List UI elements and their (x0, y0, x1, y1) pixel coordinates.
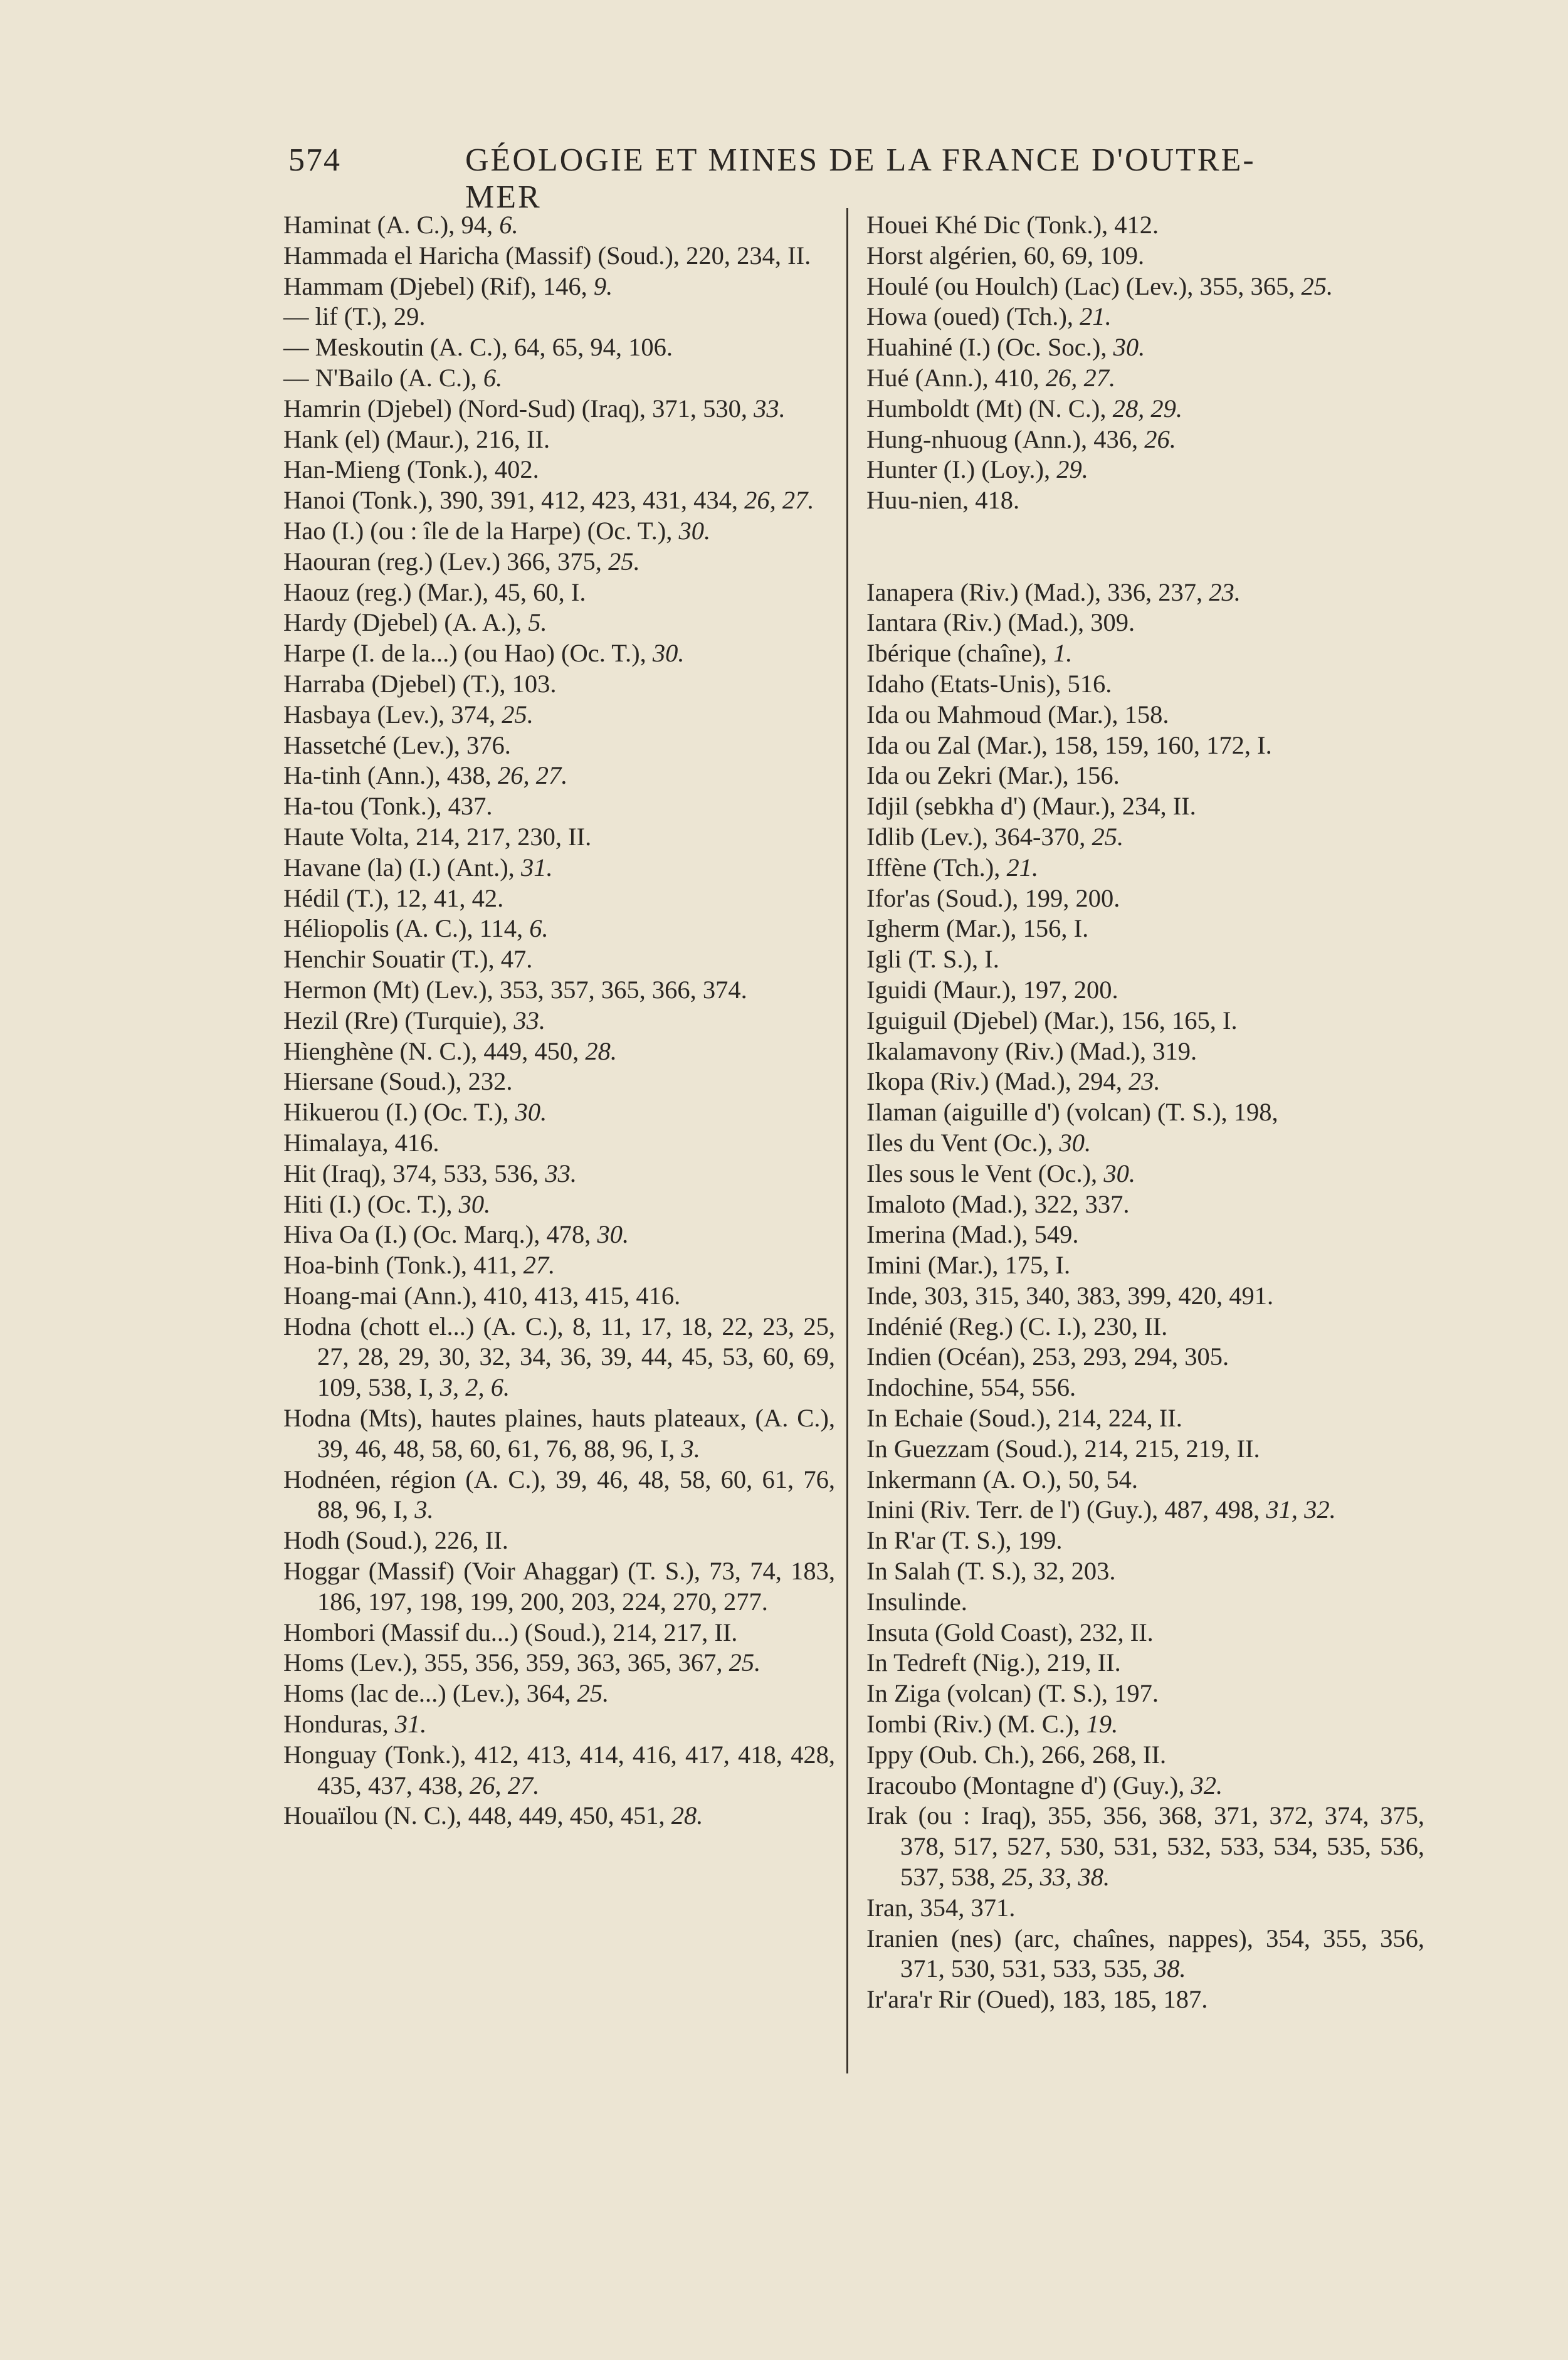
index-entry-text: Honduras, (283, 1710, 395, 1739)
index-entry-plate-ref: 33. (754, 394, 786, 423)
index-entry-text: Hit (Iraq), 374, 533, 536, (283, 1159, 545, 1188)
index-entry-text: Howa (oued) (Tch.), (866, 302, 1080, 331)
index-entry-text: Hiti (I.) (Oc. T.), (283, 1189, 459, 1218)
index-entry-text: Ilaman (aiguille d') (volcan) (T. S.), 198, (866, 1098, 1278, 1127)
index-entry (866, 485, 1424, 516)
index-entry (283, 1740, 835, 1801)
index-entry (283, 302, 835, 332)
index-entry (866, 1924, 1424, 1985)
index-entry-text: Hoggar (Massif) (Voir Ahaggar) (T. S.), 73, 74, 183, 186, 197, 198, 199, 200, 203, 224, 270, 277. (283, 1557, 835, 1616)
index-entry-text: Hardy (Djebel) (A. A.), (283, 608, 529, 637)
index-entry-text: Houaïlou (N. C.), 448, 449, 450, 451, (283, 1801, 671, 1830)
index-entry (866, 914, 1424, 944)
index-entry-text: Homs (lac de...) (Lev.), 364, (283, 1679, 577, 1708)
index-entry-plate-ref: 28. (585, 1036, 618, 1065)
index-entry-plate-ref: 30. (515, 1098, 547, 1127)
index-entry-text: Hikuerou (I.) (Oc. T.), (283, 1098, 515, 1127)
index-entry-text: Hoa-binh (Tonk.), 411, (283, 1251, 524, 1280)
index-entry-plate-ref: 31. (394, 1710, 427, 1739)
index-entry-plate-ref: 3. (681, 1434, 700, 1463)
index-entry-text: Hodna (chott el...) (A. C.), 8, 11, 17, 18, 22, 23, 25, 27, 28, 29, 30, 32, 34, 36, 39, 44, 45, 53, 60, 69, 109, 538, I, (283, 1312, 835, 1402)
index-entry-text: — Meskoutin (A. C.), 64, 65, 94, 106. (283, 333, 673, 362)
index-entry-plate-ref: 25. (729, 1648, 761, 1677)
index-entry-plate-ref: 30. (652, 639, 685, 668)
index-entry (866, 1893, 1424, 1924)
index-entry-plate-ref: 38. (1154, 1954, 1186, 1983)
index-entry-text: Ippy (Oub. Ch.), 266, 268, II. (866, 1740, 1167, 1769)
index-entry-text: Ida ou Zekri (Mar.), 156. (866, 761, 1120, 790)
index-entry-text: Iantara (Riv.) (Mad.), 309. (866, 608, 1135, 637)
index-entry-text: Harraba (Djebel) (T.), 103. (283, 669, 557, 698)
index-entry (283, 1403, 835, 1465)
index-entry (283, 547, 835, 577)
index-entry (283, 853, 835, 883)
index-entry-text: Imerina (Mad.), 549. (866, 1220, 1079, 1249)
index-entry (866, 608, 1424, 638)
index-entry (283, 394, 835, 424)
index-entry-text: Hiersane (Soud.), 232. (283, 1067, 513, 1096)
index-entry (866, 1403, 1424, 1434)
index-entry-text: Hao (I.) (ou : île de la Harpe) (Oc. T.), (283, 516, 679, 545)
index-entry (866, 1740, 1424, 1771)
index-entry (866, 1678, 1424, 1709)
index-entry (866, 1159, 1424, 1189)
index-entry-text: Hammam (Djebel) (Rif), 146, (283, 271, 594, 300)
index-entry-plate-ref: 6. (483, 363, 503, 392)
index-entry (283, 1128, 835, 1159)
index-entry-text: Han-Mieng (Tonk.), 402. (283, 455, 539, 484)
index-entry-plate-ref: 30. (458, 1189, 491, 1218)
index-entry (283, 1556, 835, 1618)
index-entry-text: In R'ar (T. S.), 199. (866, 1526, 1063, 1555)
index-entry (866, 730, 1424, 761)
index-entry-plate-ref: 9. (593, 271, 613, 300)
index-entry-text: Huu-nien, 418. (866, 486, 1020, 515)
index-entry (866, 1128, 1424, 1159)
index-entry (866, 577, 1424, 608)
index-entry-text: Irak (ou : Iraq), 355, 356, 368, 371, 372, 374, 375, 378, 517, 527, 530, 531, 532, 533, 534, 535, 536, 537, 538, (866, 1801, 1424, 1892)
index-entry (866, 1281, 1424, 1312)
index-entry-plate-ref: 30. (1103, 1159, 1135, 1188)
index-entry (866, 302, 1424, 332)
index-entry (866, 1006, 1424, 1036)
index-entry (866, 1801, 1424, 1892)
index-entry-plate-ref: 25. (608, 547, 640, 576)
index-entry-text: Hienghène (N. C.), 449, 450, (283, 1036, 586, 1065)
index-entry-text: Hasbaya (Lev.), 374, (283, 700, 502, 729)
index-entry-text: Hiva Oa (I.) (Oc. Marq.), 478, (283, 1220, 597, 1249)
index-entry (866, 1709, 1424, 1740)
index-entry-text: — lif (T.), 29. (283, 302, 426, 331)
index-entry-text: Ida ou Mahmoud (Mar.), 158. (866, 700, 1169, 729)
index-entry-plate-ref: 26. (1144, 424, 1176, 453)
index-entry-text: Indochine, 554, 556. (866, 1373, 1076, 1402)
index-entry (866, 1372, 1424, 1403)
index-entry (283, 1189, 835, 1220)
index-entry (866, 1312, 1424, 1342)
index-entry-plate-ref: 30. (678, 516, 711, 545)
index-entry (283, 730, 835, 761)
index-entry (866, 1342, 1424, 1372)
index-entry-text: Iles sous le Vent (Oc.), (866, 1159, 1104, 1188)
index-entry (866, 1556, 1424, 1587)
index-entry-plate-ref: 1. (1053, 639, 1073, 668)
index-entry (866, 1189, 1424, 1220)
index-entry-plate-ref: 26, 27. (744, 486, 814, 515)
index-entry (866, 669, 1424, 700)
index-entry (283, 1618, 835, 1648)
index-entry-text: Haouz (reg.) (Mar.), 45, 60, I. (283, 577, 586, 606)
index-column-left (283, 210, 835, 1831)
index-entry-text: Hoang-mai (Ann.), 410, 413, 415, 416. (283, 1281, 681, 1310)
index-entry-text: Indien (Océan), 253, 293, 294, 305. (866, 1342, 1229, 1371)
index-entry-text: Haute Volta, 214, 217, 230, II. (283, 822, 592, 851)
index-entry-plate-ref: 3, 2, 6. (439, 1373, 510, 1402)
index-entry (866, 1220, 1424, 1250)
column-gap (866, 547, 1424, 577)
index-entry-text: Hanoi (Tonk.), 390, 391, 412, 423, 431, 434, (283, 486, 745, 515)
index-entry (283, 516, 835, 547)
index-entry-text: In Echaie (Soud.), 214, 224, II. (866, 1404, 1182, 1433)
index-entry-text: Hank (el) (Maur.), 216, II. (283, 424, 550, 453)
index-entry (866, 638, 1424, 669)
index-entry-plate-ref: 23. (1129, 1067, 1160, 1096)
index-entry (283, 485, 835, 516)
index-entry-text: Honguay (Tonk.), 412, 413, 414, 416, 417, 418, 428, 435, 437, 438, (283, 1740, 835, 1799)
index-entry-text: In Ziga (volcan) (T. S.), 197. (866, 1679, 1159, 1708)
index-entry (283, 1281, 835, 1312)
index-entry-text: Hassetché (Lev.), 376. (283, 730, 511, 759)
column-divider (846, 208, 848, 2073)
index-entry-text: Inde, 303, 315, 340, 383, 399, 420, 491. (866, 1281, 1274, 1310)
index-entry-plate-ref: 25. (1301, 271, 1334, 300)
index-entry-plate-ref: 6. (529, 914, 549, 943)
column-gap (866, 516, 1424, 547)
index-entry-text: Héliopolis (A. C.), 114, (283, 914, 530, 943)
index-entry-plate-ref: 30. (597, 1220, 629, 1249)
page-number: 574 (288, 142, 341, 178)
index-entry-text: Houei Khé Dic (Tonk.), 412. (866, 211, 1159, 239)
index-entry (866, 822, 1424, 853)
index-entry-text: — N'Bailo (A. C.), (283, 363, 483, 392)
index-entry-text: Hodnéen, région (A. C.), 39, 46, 48, 58, 60, 61, 76, 88, 96, I, (283, 1465, 835, 1524)
index-entry (866, 210, 1424, 241)
index-entry (866, 1465, 1424, 1495)
index-entry (866, 944, 1424, 975)
index-entry (283, 210, 835, 241)
index-entry (283, 1525, 835, 1556)
index-entry-text: Harpe (I. de la...) (ou Hao) (Oc. T.), (283, 639, 653, 668)
index-entry (283, 1709, 835, 1740)
index-entry-text: Iombi (Riv.) (M. C.), (866, 1710, 1087, 1739)
index-entry-text: Imini (Mar.), 175, I. (866, 1251, 1071, 1280)
index-entry (866, 1067, 1424, 1097)
index-entry-text: Henchir Souatir (T.), 47. (283, 945, 533, 974)
index-entry-text: Hamrin (Djebel) (Nord-Sud) (Iraq), 371, 530, (283, 394, 754, 423)
index-entry-plate-ref: 21. (1006, 853, 1039, 882)
index-entry-text: Ha-tinh (Ann.), 438, (283, 761, 498, 790)
index-entry-text: Iranien (nes) (arc, chaînes, nappes), 354, 355, 356, 371, 530, 531, 533, 535, (866, 1924, 1424, 1983)
index-entry-text: Himalaya, 416. (283, 1128, 439, 1157)
index-entry-plate-ref: 28. (671, 1801, 703, 1830)
index-entry-text: Hodna (Mts), hautes plaines, hauts plateaux, (A. C.), 39, 46, 48, 58, 60, 61, 76, 88, 96, I, (283, 1404, 835, 1463)
index-entry-text: In Tedreft (Nig.), 219, II. (866, 1648, 1121, 1677)
index-entry (866, 883, 1424, 914)
index-entry (866, 455, 1424, 485)
index-entry (283, 1678, 835, 1709)
index-entry (866, 1250, 1424, 1281)
index-entry-text: Insulinde. (866, 1587, 967, 1616)
index-entry-plate-ref: 26, 27. (470, 1771, 540, 1799)
index-entry-text: In Salah (T. S.), 32, 203. (866, 1557, 1116, 1586)
index-entry (866, 363, 1424, 394)
index-entry (283, 1097, 835, 1128)
index-entry (866, 394, 1424, 424)
index-entry (283, 1220, 835, 1250)
index-entry-plate-ref: 30. (1113, 333, 1145, 362)
index-entry (283, 455, 835, 485)
index-entry-text: Hombori (Massif du...) (Soud.), 214, 217, II. (283, 1618, 738, 1646)
index-entry-text: Ir'ara'r Rir (Oued), 183, 185, 187. (866, 1985, 1208, 2014)
index-entry (283, 332, 835, 363)
index-entry (866, 761, 1424, 791)
index-entry-plate-ref: 32. (1191, 1771, 1223, 1799)
index-entry (283, 883, 835, 914)
index-entry (866, 241, 1424, 271)
index-entry (283, 1036, 835, 1067)
index-entry (283, 363, 835, 394)
index-entry-text: Iran, 354, 371. (866, 1893, 1016, 1922)
index-entry-plate-ref: 25. (1092, 822, 1124, 851)
index-entry-text: Inini (Riv. Terr. de l') (Guy.), 487, 498, (866, 1495, 1266, 1524)
index-entry (283, 669, 835, 700)
index-entry (866, 1648, 1424, 1678)
index-entry-text: Ianapera (Riv.) (Mad.), 336, 237, (866, 577, 1209, 606)
index-entry (866, 1525, 1424, 1556)
index-entry-text: Idlib (Lev.), 364-370, (866, 822, 1092, 851)
index-entry-text: Iffène (Tch.), (866, 853, 1007, 882)
index-entry-text: Hodh (Soud.), 226, II. (283, 1526, 508, 1555)
index-entry-plate-ref: 25. (577, 1679, 609, 1708)
index-entry-plate-ref: 26, 27. (497, 761, 568, 790)
index-entry (283, 638, 835, 669)
index-entry (866, 332, 1424, 363)
index-entry-plate-ref: 33. (513, 1006, 546, 1035)
index-entry-text: Havane (la) (I.) (Ant.), (283, 853, 521, 882)
index-entry-text: Iguidi (Maur.), 197, 200. (866, 975, 1118, 1004)
index-entry-text: Idaho (Etats-Unis), 516. (866, 669, 1112, 698)
index-entry-text: Indénié (Reg.) (C. I.), 230, II. (866, 1312, 1168, 1341)
index-entry (866, 271, 1424, 302)
index-entry (866, 975, 1424, 1006)
index-entry-text: Idjil (sebkha d') (Maur.), 234, II. (866, 792, 1196, 821)
index-entry-text: Houlé (ou Houlch) (Lac) (Lev.), 355, 365, (866, 271, 1302, 300)
index-entry-text: Iguiguil (Djebel) (Mar.), 156, 165, I. (866, 1006, 1238, 1035)
index-entry (866, 1036, 1424, 1067)
index-entry-plate-ref: 28, 29. (1112, 394, 1182, 423)
index-entry-text: Haouran (reg.) (Lev.) 366, 375, (283, 547, 609, 576)
index-entry-text: In Guezzam (Soud.), 214, 215, 219, II. (866, 1434, 1260, 1463)
index-entry-plate-ref: 6. (499, 211, 518, 239)
index-entry-plate-ref: 31, 32. (1266, 1495, 1336, 1524)
index-entry (283, 944, 835, 975)
index-entry-text: Homs (Lev.), 355, 356, 359, 363, 365, 367, (283, 1648, 729, 1677)
index-entry (283, 1067, 835, 1097)
index-entry (866, 853, 1424, 883)
index-entry-plate-ref: 23. (1209, 577, 1241, 606)
index-entry-text: Hunter (I.) (Loy.), (866, 455, 1057, 484)
index-entry (283, 608, 835, 638)
index-entry-text: Ibérique (chaîne), (866, 639, 1053, 668)
index-entry (283, 791, 835, 822)
index-entry (283, 822, 835, 853)
index-entry-plate-ref: 25, 33, 38. (1002, 1863, 1110, 1892)
index-entry (283, 975, 835, 1006)
index-entry (283, 424, 835, 455)
index-entry (283, 1250, 835, 1281)
index-entry-text: Igherm (Mar.), 156, I. (866, 914, 1089, 943)
index-entry-text: Ifor'as (Soud.), 199, 200. (866, 883, 1120, 912)
index-column-right (866, 210, 1424, 2015)
index-entry-text: Inkermann (A. O.), 50, 54. (866, 1465, 1139, 1493)
index-entry-plate-ref: 3. (414, 1495, 434, 1524)
page-title: GÉOLOGIE ET MINES DE LA FRANCE D'OUTRE-MER (465, 142, 1256, 215)
index-entry-text: Ikalamavony (Riv.) (Mad.), 319. (866, 1036, 1197, 1065)
index-entry-text: Imaloto (Mad.), 322, 337. (866, 1189, 1130, 1218)
index-entry (866, 1587, 1424, 1618)
index-entry-plate-ref: 33. (545, 1159, 577, 1188)
index-entry (283, 761, 835, 791)
index-entry-text: Ida ou Zal (Mar.), 158, 159, 160, 172, I. (866, 730, 1272, 759)
index-entry-text: Humboldt (Mt) (N. C.), (866, 394, 1113, 423)
index-entry-text: Ikopa (Riv.) (Mad.), 294, (866, 1067, 1129, 1096)
index-entry-plate-ref: 25. (502, 700, 534, 729)
index-entry-plate-ref: 21. (1080, 302, 1112, 331)
index-entry-text: Hédil (T.), 12, 41, 42. (283, 883, 504, 912)
index-entry (283, 1312, 835, 1403)
running-head (283, 142, 1261, 215)
index-entry (283, 1801, 835, 1831)
index-entry (866, 1771, 1424, 1801)
index-entry-text: Haminat (A. C.), 94, (283, 211, 500, 239)
index-entry (283, 700, 835, 730)
index-entry-text: Iles du Vent (Oc.), (866, 1128, 1060, 1157)
index-entry (866, 700, 1424, 730)
index-entry (283, 914, 835, 944)
index-entry (283, 1648, 835, 1678)
index-entry (866, 1984, 1424, 2015)
index-entry (866, 1434, 1424, 1465)
index-entry-text: Ha-tou (Tonk.), 437. (283, 792, 493, 821)
index-entry-plate-ref: 19. (1086, 1710, 1118, 1739)
index-entry (283, 1159, 835, 1189)
index-entry-plate-ref: 29. (1056, 455, 1088, 484)
index-entry-text: Hezil (Rre) (Turquie), (283, 1006, 514, 1035)
index-entry-plate-ref: 5. (528, 608, 547, 637)
index-entry-text: Huahiné (I.) (Oc. Soc.), (866, 333, 1113, 362)
index-entry (283, 241, 835, 271)
index-entry (866, 1097, 1424, 1128)
index-entry-text: Iracoubo (Montagne d') (Guy.), (866, 1771, 1191, 1799)
index-entry-text: Horst algérien, 60, 69, 109. (866, 241, 1145, 270)
index-entry-text: Hung-nhuoug (Ann.), 436, (866, 424, 1145, 453)
index-entry (283, 271, 835, 302)
index-entry (283, 1465, 835, 1526)
index-entry-plate-ref: 27. (523, 1251, 555, 1280)
index-entry-text: Hammada el Haricha (Massif) (Soud.), 220, 234, II. (283, 241, 811, 270)
index-entry-text: Insuta (Gold Coast), 232, II. (866, 1618, 1154, 1646)
index-entry-text: Igli (T. S.), I. (866, 945, 999, 974)
index-entry (283, 1006, 835, 1036)
index-entry-plate-ref: 30. (1059, 1128, 1092, 1157)
index-entry (866, 424, 1424, 455)
index-entry-text: Hermon (Mt) (Lev.), 353, 357, 365, 366, 374. (283, 975, 747, 1004)
index-entry (866, 1618, 1424, 1648)
index-entry-text: Hué (Ann.), 410, (866, 363, 1046, 392)
index-entry-plate-ref: 31. (520, 853, 553, 882)
index-entry (866, 1495, 1424, 1525)
index-entry-plate-ref: 26, 27. (1045, 363, 1116, 392)
index-entry (283, 577, 835, 608)
index-entry (866, 791, 1424, 822)
